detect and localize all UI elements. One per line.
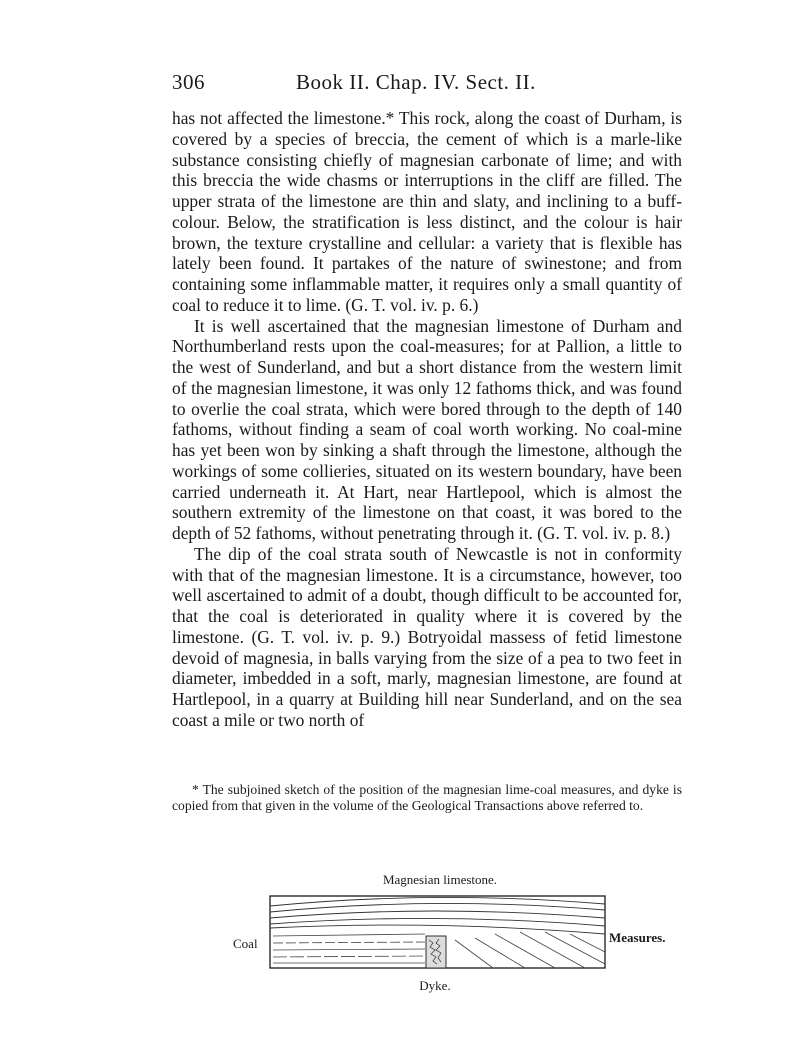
paragraph-1: has not affected the limestone.* This rock, along the coast of Durham, is covered by a species of breccia, the cement of which is a marle-like substance consisting chiefly of magnesian carbonate of lime; and with this breccia the wide chasms or interruptions in the cliff are filled. The upper strata of the limestone are thin and slaty, and inclining to a buff-colour. Below, the stratification is less distinct, and the colour is hair brown, the texture crystalline and cellular: a variety that is flexible has lately been found. It partakes of the nature of swinestone; and from containing some inflammable matter, it requires only a small quantity of coal to reduce it to lime. (G. T. vol. iv. p. 6.)	[172, 108, 682, 315]
dyke	[426, 936, 446, 968]
footnote	[172, 782, 682, 813]
paragraph-2: It is well ascertained that the magnesian limestone of Durham and Northumberland rests upon the coal-measures; for at Pallion, a little to the west of Sunderland, and but a short distance from the western limit of the magnesian limestone, it was only 12 fathoms thick, and was found to overlie the coal strata, which were bored through to the depth of 140 fathoms, without finding a seam of coal worth working. No coal-mine has yet been won by sinking a shaft through the limestone, although the workings of some collieries, situated on its western boundary, have been carried underneath it. At Hart, near Hartlepool, which is almost the southern extremity of the limestone on that coast, it was bored to the depth of 52 fathoms, without penetrating through it. (G. T. vol. iv. p. 8.)	[172, 315, 682, 543]
label-magnesian-limestone: Magnesian limestone.	[382, 872, 498, 887]
geological-sketch	[225, 868, 665, 998]
paragraph-3: The dip of the coal strata south of Newcastle is not in conformity with that of the magnesian limestone. It is a circumstance, however, too well ascertained to admit of a doubt, though difficult to be accounted for, that the coal is deteriorated in quality where it is covered by the limestone. (G. T. vol. iv. p. 9.) Botryoidal massess of fetid limestone devoid of magnesia, in balls varying from the size of a pea to two feet in diameter, imbedded in a soft, marly, magnesian limestone, are found at Hartlepool, in a quarry at Building hill near Sunderland, and on the sea coast a mile or two north of	[172, 543, 682, 730]
body-text	[172, 108, 682, 731]
page-header	[172, 70, 692, 100]
limestone-strata	[270, 897, 605, 934]
label-dyke: Dyke.	[419, 978, 451, 993]
footnote-text: * The subjoined sketch of the position of the magnesian lime-coal measures, and dyke is copied from that given in the volume of the Geological Transactions above referred to.	[172, 782, 682, 813]
page-number: 306	[172, 70, 205, 94]
label-coal: Coal	[233, 936, 258, 951]
label-measures: Measures.	[609, 930, 665, 945]
running-head: Book II. Chap. IV. Sect. II.	[296, 70, 536, 94]
